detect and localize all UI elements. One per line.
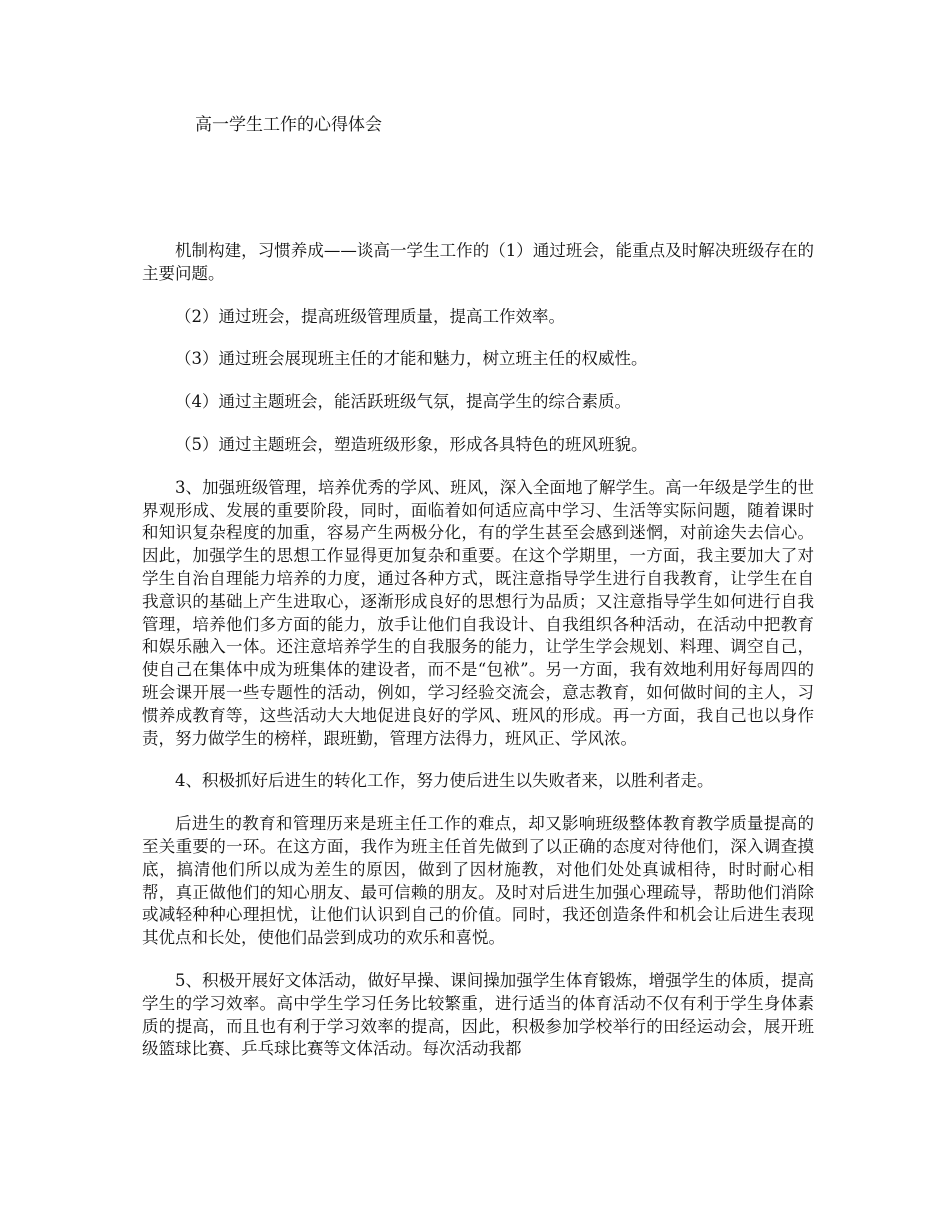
paragraph-section-5: 5、积极开展好文体活动，做好早操、课间操加强学生体育锻炼，增强学生的体质，提高学生的学习效率。高中学生学习任务比较繁重，进行适当的体育活动不仅有利于学生身体素质的提高，而且也有利于学习效率的提高，因此，积极参加学校举行的田经运动会，展开班级篮球比赛、乒乓球比赛等文体活动。每次活动我都 <box>142 970 814 1059</box>
paragraph-section-4-body: 后进生的教育和管理历来是班主任工作的难点，却又影响班级整体教育教学质量提高的至关重要的一环。在这方面，我作为班主任首先做到了以正确的态度对待他们，深入调查摸底，搞清他们所以成为差生的原因，做到了因材施教，对他们处处真诚相待，时时耐心相帮，真正做他们的知心朋友、最可信赖的朋友。及时对后进生加强心理疏导，帮助他们消除或减轻种种心理担忧，让他们认识到自己的价值。同时，我还创造条件和机会让后进生表现其优点和长处，使他们品尝到成功的欢乐和喜悦。 <box>142 814 814 948</box>
paragraph-item-3: （3）通过班会展现班主任的才能和魅力，树立班主任的权威性。 <box>175 349 648 369</box>
paragraph-section-3: 3、加强班级管理，培养优秀的学风、班风，深入全面地了解学生。高一年级是学生的世界观形成、发展的重要阶段，同时，面临着如何适应高中学习、生活等实际问题，随着课时和知识复杂程度的加重，容易产生两极分化，有的学生甚至会感到迷惘，对前途失去信心。因此，加强学生的思想工作显得更加复杂和重要。在这个学期里，一方面，我主要加大了对学生自治自理能力培养的力度，通过各种方式，既注意指导学生进行自我教育，让学生在自我意识的基础上产生进取心，逐渐形成良好的思想行为品质；又注意指导学生如何进行自我管理，培养他们多方面的能力，放手让他们自我设计、自我组织各种活动，在活动中把教育和娱乐融入一体。还注意培养学生的自我服务的能力，让学生学会规划、料理、调空自己，使自己在集体中成为班集体的建设者，而不是“包袱”。另一方面，我有效地利用好每周四的班会课开展一些专题性的活动，例如，学习经验交流会，意志教育，如何做时间的主人，习惯养成教育等，这些活动大大地促进良好的学风、班风的形成。再一方面，我自己也以身作责，努力做学生的榜样，跟班勤，管理方法得力，班风正、学风浓。 <box>142 477 814 748</box>
paragraph-section-4-heading: 4、积极抓好后进生的转化工作，努力使后进生以失败者来，以胜利者走。 <box>175 771 714 791</box>
paragraph-item-5: （5）通过主题班会，塑造班级形象，形成各具特色的班风班貌。 <box>175 434 648 454</box>
paragraph-item-4: （4）通过主题班会，能活跃班级气氛，提高学生的综合素质。 <box>175 392 631 412</box>
document-body <box>142 240 814 1061</box>
document-title: 高一学生工作的心得体会 <box>195 115 382 135</box>
paragraph-intro: 机制构建，习惯养成——谈高一学生工作的（1）通过班会，能重点及时解决班级存在的主要问题。 <box>142 241 814 283</box>
paragraph-item-2: （2）通过班会，提高班级管理质量，提高工作效率。 <box>175 306 565 326</box>
